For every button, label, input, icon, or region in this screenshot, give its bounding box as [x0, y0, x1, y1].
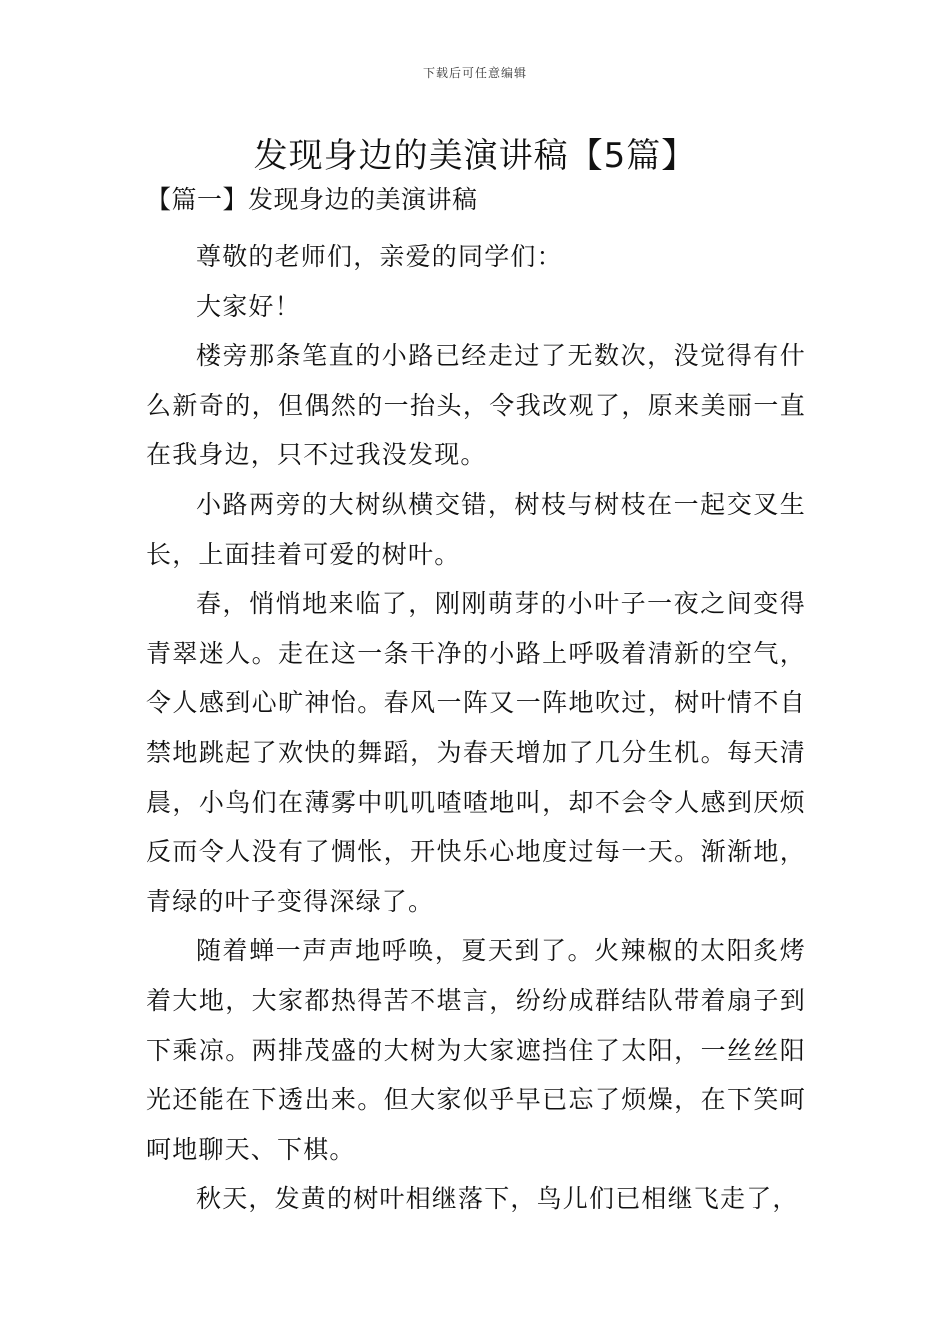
paragraph-greeting: 大家好！	[196, 291, 301, 321]
header-note: 下载后可任意编辑	[422, 66, 527, 80]
paragraph: 随着蝉一声声地呼唤，夏天到了。火辣椒的太阳炙烤着大地，大家都热得苦不堪言，纷纷成群结队带着扇子到下乘凉。两排茂盛的大树为大家遮挡住了太阳，一丝丝阳光还能在下透出来。但大家似乎早已忘了烦燥，在下笑呵呵地聊天、下棋。	[146, 936, 806, 1164]
paragraph: 秋天，发黄的树叶相继落下，鸟儿们已相继飞走了，	[196, 1184, 799, 1214]
paragraph: 春，悄悄地来临了，刚刚萌芽的小叶子一夜之间变得青翠迷人。走在这一条干净的小路上呼吸着清新的空气，令人感到心旷神怡。春风一阵又一阵地吹过，树叶情不自禁地跳起了欢快的舞蹈，为春天增加了几分生机。每天清晨，小鸟们在薄雾中叽叽喳喳地叫，却不会令人感到厌烦反而令人没有了惆怅，开快乐心地度过每一天。渐渐地，青绿的叶子变得深绿了。	[146, 589, 806, 916]
paragraph-salutation: 尊敬的老师们，亲爱的同学们：	[196, 242, 563, 271]
paragraph: 楼旁那条笔直的小路已经走过了无数次，没觉得有什么新奇的，但偶然的一抬头，令我改观了，原来美丽一直在我身边，只不过我没发现。	[146, 341, 806, 470]
paragraph: 小路两旁的大树纵横交错，树枝与树枝在一起交叉生长，上面挂着可爱的树叶。	[146, 489, 806, 569]
document-title: 发现身边的美演讲稿【5篇】	[253, 136, 697, 176]
section-heading: 【篇一】发现身边的美演讲稿	[146, 185, 478, 214]
document-body	[146, 232, 806, 1224]
